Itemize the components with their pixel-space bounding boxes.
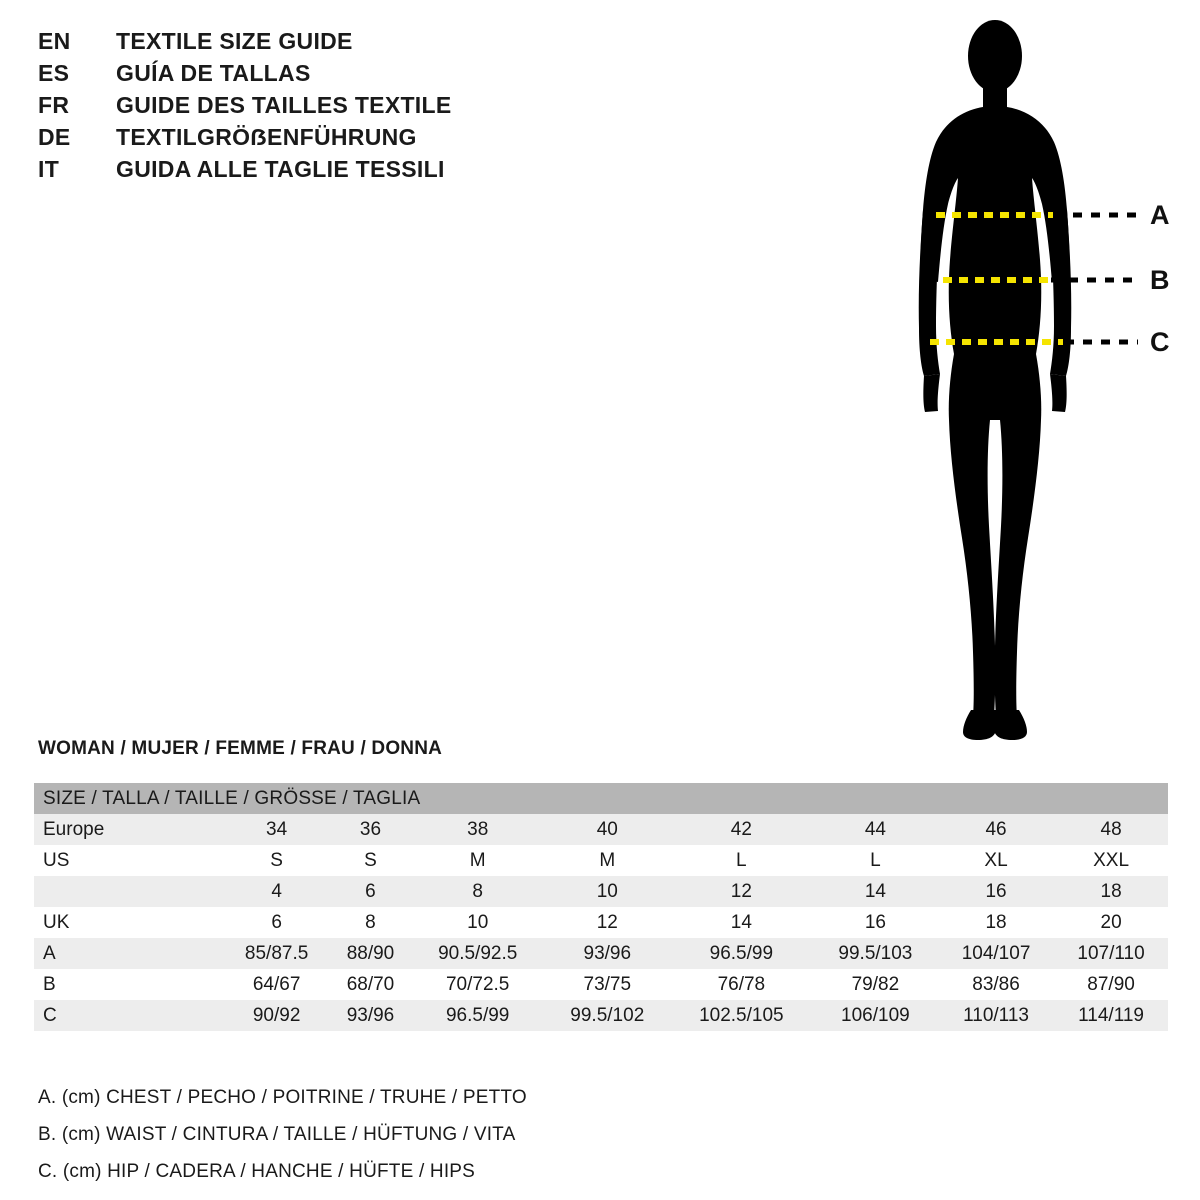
cell-usnum-3: 10 (545, 876, 670, 907)
cell-a-4: 96.5/99 (670, 938, 813, 969)
title-row-fr (38, 92, 658, 124)
title-row-de (38, 124, 658, 156)
title-text-fr: GUIDE DES TAILLES TEXTILE (116, 92, 452, 118)
footnote-b: B. (cm) WAIST / CINTURA / TAILLE / HÜFTUNG / VITA (38, 1124, 516, 1145)
cell-b-3: 73/75 (545, 969, 670, 1000)
cell-europe-0: 34 (223, 814, 330, 845)
table-row (34, 938, 1168, 969)
cell-europe-6: 46 (938, 814, 1054, 845)
title-block (38, 28, 658, 188)
cell-b-7: 87/90 (1054, 969, 1168, 1000)
cell-europe-3: 40 (545, 814, 670, 845)
cell-uk-0: 6 (223, 907, 330, 938)
row-label-b: B (34, 969, 223, 1000)
cell-a-0: 85/87.5 (223, 938, 330, 969)
cell-uk-6: 18 (938, 907, 1054, 938)
footnotes (38, 1088, 738, 1199)
cell-a-2: 90.5/92.5 (411, 938, 545, 969)
table-header-row (34, 783, 1168, 814)
cell-us-0: S (223, 845, 330, 876)
cell-europe-1: 36 (330, 814, 410, 845)
cell-europe-2: 38 (411, 814, 545, 845)
cell-us-4: L (670, 845, 813, 876)
cell-europe-7: 48 (1054, 814, 1168, 845)
cell-a-7: 107/110 (1054, 938, 1168, 969)
cell-a-5: 99.5/103 (813, 938, 938, 969)
cell-usnum-6: 16 (938, 876, 1054, 907)
title-lang-it: IT (38, 156, 60, 182)
cell-c-2: 96.5/99 (411, 1000, 545, 1031)
measurement-label-c: C (1150, 327, 1170, 357)
cell-usnum-7: 18 (1054, 876, 1168, 907)
cell-uk-1: 8 (330, 907, 410, 938)
cell-uk-3: 12 (545, 907, 670, 938)
cell-usnum-5: 14 (813, 876, 938, 907)
cell-b-0: 64/67 (223, 969, 330, 1000)
cell-usnum-1: 6 (330, 876, 410, 907)
table-row (34, 1000, 1168, 1031)
female-silhouette-icon (919, 20, 1072, 740)
measurement-label-a: A (1150, 200, 1170, 230)
title-text-en: TEXTILE SIZE GUIDE (116, 28, 353, 54)
cell-us-3: M (545, 845, 670, 876)
title-lang-en: EN (38, 28, 71, 54)
title-row-en (38, 28, 658, 60)
row-label-us: US (34, 845, 223, 876)
row-label-us-numeric (34, 876, 223, 907)
cell-b-6: 83/86 (938, 969, 1054, 1000)
cell-c-3: 99.5/102 (545, 1000, 670, 1031)
cell-us-5: L (813, 845, 938, 876)
footnote-c: C. (cm) HIP / CADERA / HANCHE / HÜFTE / HIPS (38, 1161, 476, 1182)
row-label-a: A (34, 938, 223, 969)
table-header-label: SIZE / TALLA / TAILLE / GRÖSSE / TAGLIA (34, 783, 1168, 814)
table-row (34, 969, 1168, 1000)
size-table (34, 783, 1168, 1031)
cell-c-6: 110/113 (938, 1000, 1054, 1031)
footnote-a: A. (cm) CHEST / PECHO / POITRINE / TRUHE / PETTO (38, 1087, 527, 1108)
cell-c-7: 114/119 (1054, 1000, 1168, 1031)
table-row (34, 907, 1168, 938)
title-text-it: GUIDA ALLE TAGLIE TESSILI (116, 156, 445, 182)
table-row (34, 876, 1168, 907)
cell-us-6: XL (938, 845, 1054, 876)
cell-uk-2: 10 (411, 907, 545, 938)
cell-us-1: S (330, 845, 410, 876)
cell-b-2: 70/72.5 (411, 969, 545, 1000)
cell-b-4: 76/78 (670, 969, 813, 1000)
cell-a-3: 93/96 (545, 938, 670, 969)
measurement-label-b: B (1150, 265, 1170, 295)
cell-uk-7: 20 (1054, 907, 1168, 938)
cell-usnum-0: 4 (223, 876, 330, 907)
cell-a-6: 104/107 (938, 938, 1054, 969)
title-text-de: TEXTILGRÖẞENFÜHRUNG (116, 124, 417, 150)
table-row (34, 845, 1168, 876)
cell-c-1: 93/96 (330, 1000, 410, 1031)
cell-us-7: XXL (1054, 845, 1168, 876)
row-label-c: C (34, 1000, 223, 1031)
cell-us-2: M (411, 845, 545, 876)
cell-usnum-4: 12 (670, 876, 813, 907)
row-label-europe: Europe (34, 814, 223, 845)
row-label-uk: UK (34, 907, 223, 938)
cell-uk-5: 16 (813, 907, 938, 938)
title-row-es (38, 60, 658, 92)
cell-b-1: 68/70 (330, 969, 410, 1000)
title-lang-fr: FR (38, 92, 70, 118)
section-heading: WOMAN / MUJER / FEMME / FRAU / DONNA (38, 738, 443, 759)
table-row (34, 814, 1168, 845)
cell-c-5: 106/109 (813, 1000, 938, 1031)
cell-uk-4: 14 (670, 907, 813, 938)
cell-c-0: 90/92 (223, 1000, 330, 1031)
body-measurement-figure (850, 10, 1190, 750)
cell-c-4: 102.5/105 (670, 1000, 813, 1031)
cell-europe-4: 42 (670, 814, 813, 845)
cell-b-5: 79/82 (813, 969, 938, 1000)
title-lang-es: ES (38, 60, 70, 86)
title-row-it (38, 156, 658, 188)
cell-europe-5: 44 (813, 814, 938, 845)
title-text-es: GUÍA DE TALLAS (116, 60, 311, 86)
cell-a-1: 88/90 (330, 938, 410, 969)
cell-usnum-2: 8 (411, 876, 545, 907)
title-lang-de: DE (38, 124, 71, 150)
